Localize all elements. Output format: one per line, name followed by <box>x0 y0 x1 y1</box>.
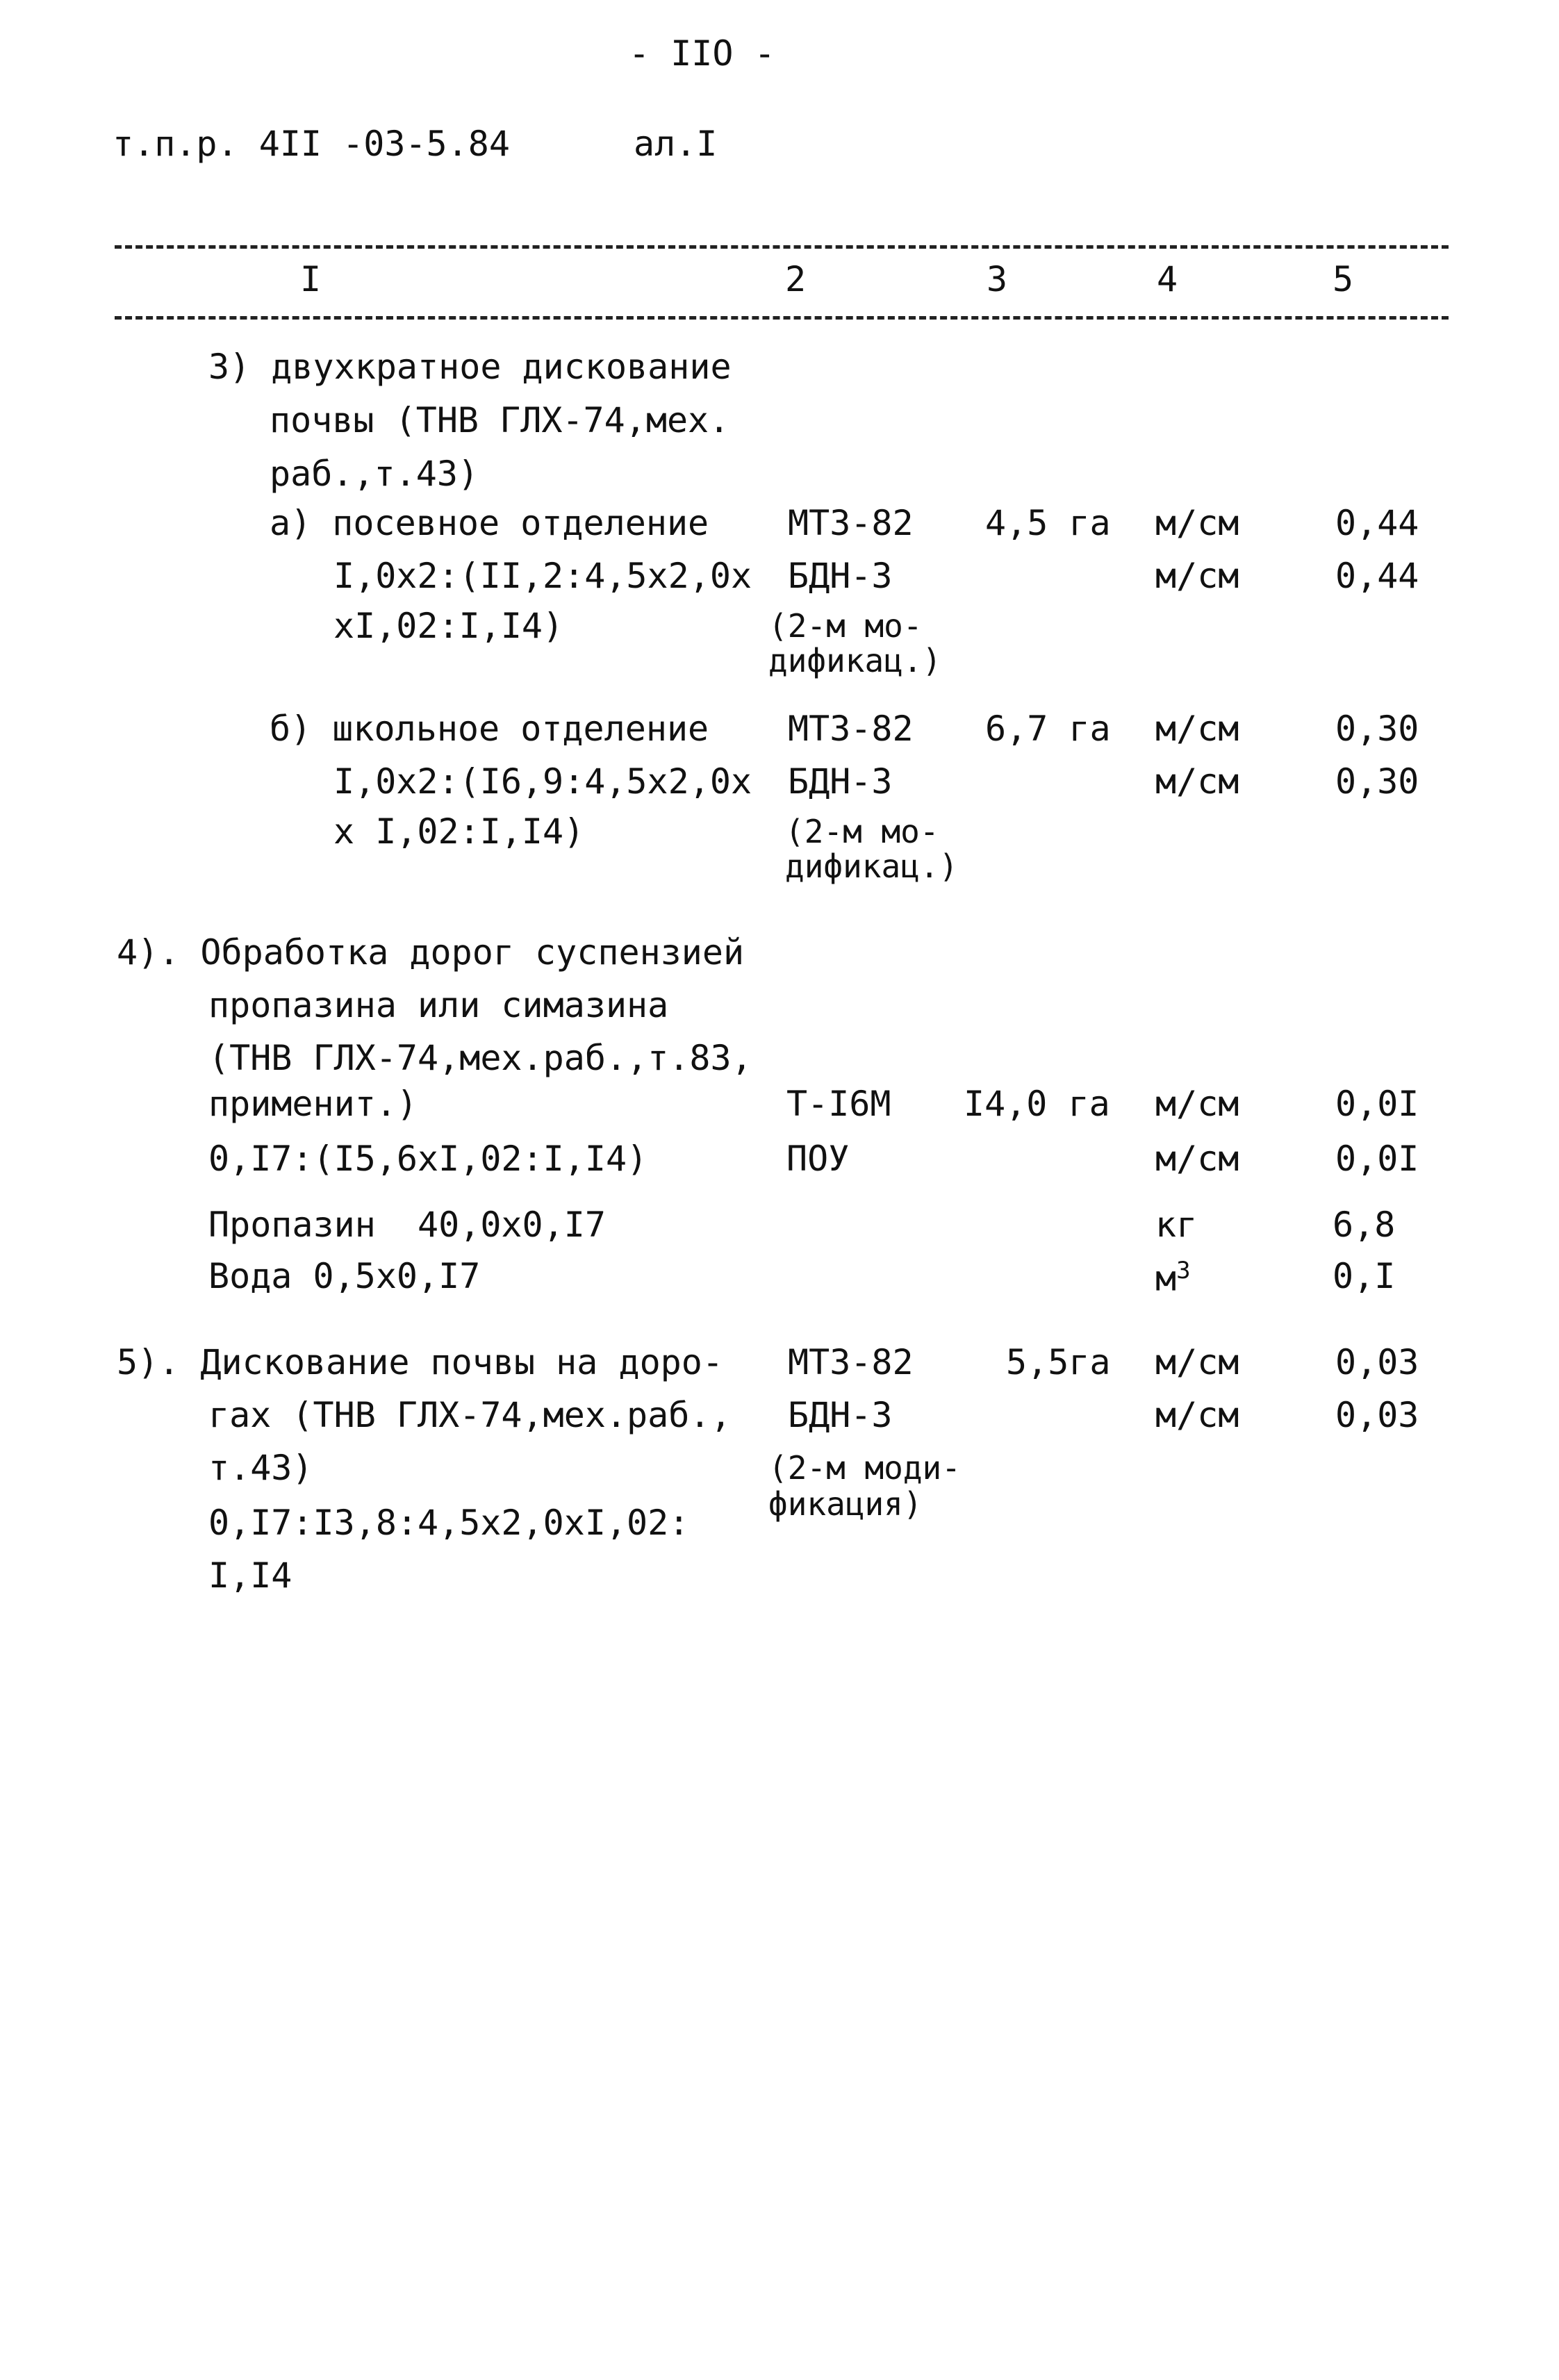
material-unit: кг <box>1155 1205 1198 1245</box>
material-unit <box>1155 1257 1191 1299</box>
item-5-value: 0,03 <box>1335 1395 1419 1435</box>
column-header-4: 4 <box>1157 259 1178 299</box>
item-4-area: I4,0 га <box>964 1084 1110 1124</box>
column-header-3: 3 <box>987 259 1008 299</box>
material-value: 0,I <box>1333 1256 1396 1296</box>
item-3a-unit: м/см <box>1155 503 1239 543</box>
item-3a-unit: м/см <box>1155 556 1239 596</box>
item-3b-value: 0,30 <box>1335 761 1419 802</box>
item-5-machine: МТЗ-82 <box>788 1342 914 1382</box>
sheet-label: ал.I <box>634 124 718 164</box>
item-3-title-line: 3) двухкратное дискование <box>208 347 732 387</box>
table-header-rule <box>115 316 1449 320</box>
item-4-value: 0,0I <box>1335 1139 1419 1179</box>
item-3b-label: б) школьное отделение <box>270 709 709 749</box>
item-5-unit: м/см <box>1155 1342 1239 1382</box>
item-3b-machine-note: (2-м мо- <box>785 813 939 850</box>
item-3a-formula-line: I,0x2:(II,2:4,5x2,0x <box>333 556 752 596</box>
material-value: 6,8 <box>1333 1205 1396 1245</box>
item-4-value: 0,0I <box>1335 1084 1419 1124</box>
item-5-machine-note: (2-м моди- <box>768 1449 961 1487</box>
item-3b-value: 0,30 <box>1335 709 1419 749</box>
item-5-machine: БДН-3 <box>788 1395 893 1435</box>
item-3b-machine: МТЗ-82 <box>788 709 914 749</box>
column-header-2: 2 <box>785 259 807 299</box>
item-3a-value: 0,44 <box>1335 503 1419 543</box>
item-4-title-line: пропазина или симазина <box>208 985 669 1025</box>
item-3b-machine-note: дификац.) <box>785 848 959 885</box>
material-unit-superscript: 3 <box>1176 1257 1191 1284</box>
column-header-1: I <box>300 259 322 299</box>
column-header-5: 5 <box>1333 259 1354 299</box>
item-4-formula: 0,I7:(I5,6xI,02:I,I4) <box>208 1139 648 1179</box>
item-5-machine-note: фикация) <box>768 1485 923 1523</box>
item-5-title-line: гах (ТНВ ГЛХ-74,мех.раб., <box>208 1395 732 1435</box>
page-number: - IIO - <box>629 33 775 74</box>
item-3b-unit: м/см <box>1155 709 1239 749</box>
item-3a-machine-note: дификац.) <box>768 642 942 679</box>
item-5-unit: м/см <box>1155 1395 1239 1435</box>
item-3a-formula-line: xI,02:I,I4) <box>333 606 564 646</box>
item-5-value: 0,03 <box>1335 1342 1419 1382</box>
item-3b-unit: м/см <box>1155 761 1239 802</box>
item-5-title-line: 5). Дискование почвы на доро- <box>117 1342 723 1382</box>
item-5-title-line: т.43) <box>208 1448 313 1488</box>
item-3b-formula-line: x I,02:I,I4) <box>333 811 585 852</box>
item-4-unit: м/см <box>1155 1139 1239 1179</box>
item-3-title-line: раб.,т.43) <box>270 454 479 494</box>
item-3a-machine-note: (2-м мо- <box>768 607 923 645</box>
item-3b-formula-line: I,0x2:(I6,9:4,5x2,0x <box>333 761 752 802</box>
material-unit-base: м <box>1155 1258 1177 1299</box>
table-top-rule <box>115 245 1449 249</box>
item-3a-machine: МТЗ-82 <box>788 503 914 543</box>
item-5-formula-line: 0,I7:I3,8:4,5x2,0xI,02: <box>208 1503 690 1543</box>
item-3a-value: 0,44 <box>1335 556 1419 596</box>
item-4-title-line: применит.) <box>208 1084 418 1124</box>
item-4-unit: м/см <box>1155 1084 1239 1124</box>
item-4-title-line: 4). Обработка дорог суспензией <box>117 932 745 973</box>
item-4-title-line: (ТНВ ГЛХ-74,мех.раб.,т.83, <box>208 1038 752 1078</box>
item-3a-label: а) посевное отделение <box>270 503 709 543</box>
item-3a-machine: БДН-3 <box>788 556 893 596</box>
material-name: Пропазин 40,0x0,I7 <box>208 1205 606 1245</box>
item-3a-area: 4,5 га <box>985 503 1111 543</box>
item-5-area: 5,5га <box>1006 1342 1111 1382</box>
document-reference: т.п.р. 4II -03-5.84 <box>113 124 510 164</box>
item-5-formula-line: I,I4 <box>208 1555 292 1596</box>
item-3b-area: 6,7 га <box>985 709 1111 749</box>
item-4-machine: Т-I6М <box>786 1084 891 1124</box>
item-3b-machine: БДН-3 <box>788 761 893 802</box>
item-3-title-line: почвы (ТНВ ГЛХ-74,мех. <box>270 400 730 440</box>
material-name: Вода 0,5x0,I7 <box>208 1256 481 1296</box>
item-4-machine: ПОУ <box>786 1139 850 1179</box>
